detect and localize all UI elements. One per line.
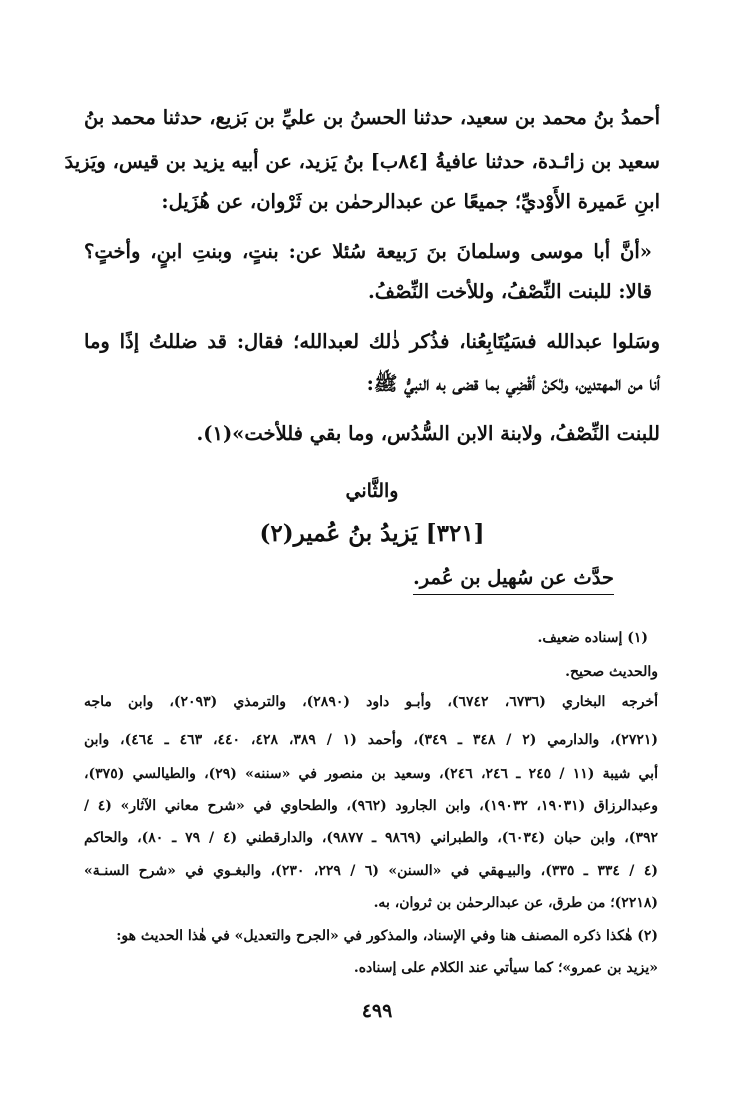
footnote-line: ٣٩٢)، وابن حبان (٦٠٣٤)، والطبراني (٩٨٦٩ ـ ٩٨٧٧)، والدارقطني (٤ / ٧٩ ـ ٨٠)، والحاكم — [84, 830, 658, 846]
footnote-line: والحديث صحيح. — [565, 664, 658, 680]
text-line: سعيد بن زائـدة، حدثنا عافيةُ [٨٤ب] بنُ يَزيد، عن أبيه يزيد بن قيس، ويَزيدَ — [64, 150, 660, 173]
text-line: ابنِ عَميرة الأَوْديِّ؛ جميعًا عن عبدالرحمٰن بن ثَرْوان، عن هُزَيل: — [161, 190, 660, 213]
section-label: والثَّاني — [345, 480, 399, 502]
footnote-line: (١) إسناده ضعيف. — [537, 630, 648, 646]
entry-text: حدَّث عن سُهيل بن عُمر. — [413, 566, 614, 589]
text-line: للبنت النِّصْفُ، ولابنة الابن السُّدُس، وما بقي فللأخت»(١). — [196, 422, 660, 445]
text-line: أنا من المهتدين، ولٰكنْ أقْضِي بما قضى به النبيُّ ﷺ: — [366, 372, 660, 395]
footnote-line: (٢) هٰكذا ذكره المصنف هنا وفي الإسناد، والمذكور في «الجرح والتعديل» في هٰذا الحديث هو: — [116, 928, 658, 944]
page-number: ٤٩٩ — [361, 1000, 393, 1022]
entry-heading: [٣٢١] يَزيدُ بنُ عُمير(٢) — [259, 520, 485, 547]
footnote-line: وعبدالرزاق (١٩٠٣١، ١٩٠٣٢)، وابن الجارود (٩٦٢)، والطحاوي في «شرح معاني الآثار» (٤ / — [84, 798, 659, 814]
footnote-line: «يزيد بن عمرو»؛ كما سيأتي عند الكلام على إسناده. — [353, 960, 658, 976]
text-line: أحمدُ بنُ محمد بن سعيد، حدثنا الحسنُ بن عليِّ بن بَزيع، حدثنا محمد بنُ — [84, 106, 660, 129]
footnote-line: (٢٢١٨)؛ من طرق، عن عبدالرحمٰن بن ثروان، به. — [373, 895, 658, 911]
footnote-line: (٤ / ٣٣٤ ـ ٣٣٥)، والبيـهقي في «السنن» (٦ / ٢٢٩، ٢٣٠)، والبغـوي في «شرح السنـة» — [84, 863, 658, 879]
footnote-line: (٢٧٢١)، والدارمي (٢ / ٣٤٨ ـ ٣٤٩)، وأحمد (١ / ٣٨٩، ٤٢٨، ٤٤٠، ٤٦٣ ـ ٤٦٤)، وابن — [84, 732, 658, 748]
footnote-line: أخرجه البخاري (٦٧٣٦، ٦٧٤٢)، وأبـو داود (٢٨٩٠)، والترمذي (٢٠٩٣)، وابن ماجه — [84, 694, 658, 710]
text-line: وسَلوا عبدالله فسَيُتَابِعُنا، فذُكر ذٰلك لعبدالله؛ فقال: قد ضللتُ إذًا وما — [84, 330, 660, 353]
text-line: قالا: للبنت النِّصْفُ، وللأخت النِّصْفُ. — [367, 280, 652, 303]
footnote-line: أبي شيبة (١١ / ٢٤٥ ـ ٢٤٦، ٢٤٦)، وسعيد بن منصور في «سننه» (٢٩)، والطيالسي (٣٧٥)، — [84, 766, 658, 782]
text-line: «أنَّ أبا موسى وسلمانَ بنَ رَبيعة سُئلا عن: بنتٍ، وبنتِ ابنٍ، وأختٍ؟ — [84, 240, 652, 263]
